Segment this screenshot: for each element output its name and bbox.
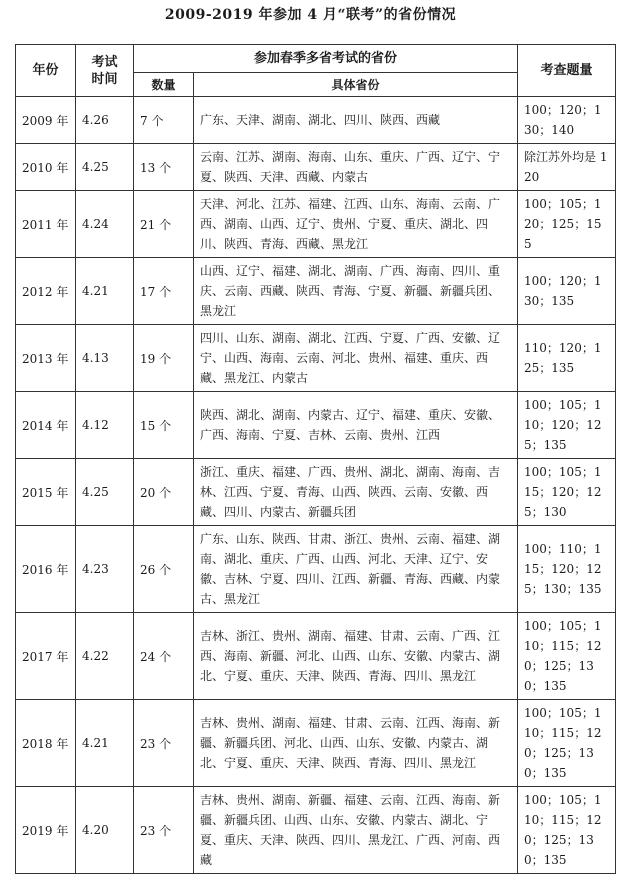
provinces-cell: 陕西、湖北、湖南、内蒙古、辽宁、福建、重庆、安徽、广西、海南、宁夏、吉林、云南、贵州、江西	[194, 392, 518, 459]
provinces-cell: 四川、山东、湖南、湖北、江西、宁夏、广西、安徽、辽宁、山西、海南、云南、河北、贵州、福建、重庆、西藏、黑龙江、内蒙古	[194, 325, 518, 392]
year-cell: 2013 年	[16, 325, 76, 392]
scores-cell: 100；105；110；115；120；125；130；135	[518, 700, 616, 787]
provinces-cell: 吉林、浙江、贵州、湖南、福建、甘肃、云南、广西、江西、海南、新疆、河北、山西、山东、安徽、内蒙古、湖北、宁夏、重庆、天津、陕西、青海、四川、黑龙江	[194, 613, 518, 700]
table-row	[16, 97, 616, 144]
date-cell: 4.21	[76, 258, 134, 325]
page-title: 2009-2019 年参加 4 月“联考”的省份情况	[164, 7, 457, 23]
table-row	[16, 392, 616, 459]
date-cell: 4.24	[76, 191, 134, 258]
scores-cell: 100；105；110；115；120；125；130；135	[518, 613, 616, 700]
provinces-cell: 广东、山东、陕西、甘肃、浙江、贵州、云南、福建、湖南、湖北、重庆、广西、山西、河北、天津、辽宁、安徽、吉林、宁夏、四川、江西、新疆、青海、西藏、内蒙古、黑龙江	[194, 526, 518, 613]
header-date-line1: 考试	[91, 54, 118, 70]
table-row	[16, 459, 616, 526]
date-cell: 4.21	[76, 700, 134, 787]
provinces-cell: 吉林、贵州、湖南、新疆、福建、云南、江西、海南、新疆、新疆兵团、山西、山东、安徽、内蒙古、湖北、宁夏、重庆、天津、陕西、四川、黑龙江、广西、河南、西藏	[194, 787, 518, 874]
scores-cell: 110；120；125；135	[518, 325, 616, 392]
year-cell: 2012 年	[16, 258, 76, 325]
scores-cell: 除江苏外均是 120	[518, 144, 616, 191]
year-cell: 2015 年	[16, 459, 76, 526]
count-cell: 15 个	[134, 392, 194, 459]
header-provinces: 具体省份	[194, 73, 518, 97]
date-cell: 4.22	[76, 613, 134, 700]
scores-cell: 100；120；130；135	[518, 258, 616, 325]
scores-cell: 100；105；120；125；155	[518, 191, 616, 258]
year-cell: 2016 年	[16, 526, 76, 613]
provinces-cell: 浙江、重庆、福建、广西、贵州、湖北、湖南、海南、吉林、江西、宁夏、青海、山西、陕西、云南、安徽、西藏、四川、内蒙古、新疆兵团	[194, 459, 518, 526]
header-scores: 考查题量	[518, 45, 616, 97]
provinces-table	[15, 44, 616, 874]
provinces-cell: 吉林、贵州、湖南、福建、甘肃、云南、江西、海南、新疆、新疆兵团、河北、山西、山东、安徽、内蒙古、湖北、宁夏、重庆、天津、陕西、青海、四川、黑龙江	[194, 700, 518, 787]
year-cell: 2009 年	[16, 97, 76, 144]
year-cell: 2010 年	[16, 144, 76, 191]
date-cell: 4.20	[76, 787, 134, 874]
scores-cell: 100；105；110；120；125；135	[518, 392, 616, 459]
table-row	[16, 191, 616, 258]
count-cell: 23 个	[134, 700, 194, 787]
date-cell: 4.25	[76, 459, 134, 526]
table-row	[16, 700, 616, 787]
date-cell: 4.25	[76, 144, 134, 191]
scores-cell: 100；120；130；140	[518, 97, 616, 144]
count-cell: 17 个	[134, 258, 194, 325]
date-cell: 4.23	[76, 526, 134, 613]
table-row	[16, 526, 616, 613]
table-row	[16, 325, 616, 392]
scores-cell: 100；105；115；120；125；130	[518, 459, 616, 526]
year-cell: 2018 年	[16, 700, 76, 787]
header-date	[76, 45, 134, 97]
date-cell: 4.13	[76, 325, 134, 392]
provinces-cell: 天津、河北、江苏、福建、江西、山东、海南、云南、广西、湖南、山西、辽宁、贵州、宁夏、重庆、湖北、四川、陕西、青海、西藏、黑龙江	[194, 191, 518, 258]
count-cell: 26 个	[134, 526, 194, 613]
count-cell: 23 个	[134, 787, 194, 874]
year-cell: 2017 年	[16, 613, 76, 700]
scores-cell: 100；105；110；115；120；125；130；135	[518, 787, 616, 874]
year-cell: 2011 年	[16, 191, 76, 258]
header-count: 数量	[134, 73, 194, 97]
count-cell: 21 个	[134, 191, 194, 258]
year-cell: 2014 年	[16, 392, 76, 459]
year-cell: 2019 年	[16, 787, 76, 874]
count-cell: 19 个	[134, 325, 194, 392]
table-row	[16, 787, 616, 874]
header-group: 参加春季多省考试的省份	[134, 45, 518, 73]
provinces-cell: 山西、辽宁、福建、湖北、湖南、广西、海南、四川、重庆、云南、西藏、陕西、青海、宁夏、新疆、新疆兵团、黑龙江	[194, 258, 518, 325]
provinces-cell: 云南、江苏、湖南、海南、山东、重庆、广西、辽宁、宁夏、陕西、天津、西藏、内蒙古	[194, 144, 518, 191]
count-cell: 13 个	[134, 144, 194, 191]
header-year: 年份	[16, 45, 76, 97]
count-cell: 20 个	[134, 459, 194, 526]
provinces-cell: 广东、天津、湖南、湖北、四川、陕西、西藏	[194, 97, 518, 144]
count-cell: 7 个	[134, 97, 194, 144]
table-row	[16, 613, 616, 700]
table-row	[16, 258, 616, 325]
count-cell: 24 个	[134, 613, 194, 700]
date-cell: 4.26	[76, 97, 134, 144]
header-date-line2: 时间	[91, 71, 118, 87]
date-cell: 4.12	[76, 392, 134, 459]
scores-cell: 100；110；115；120；125；130；135	[518, 526, 616, 613]
header-row-1	[16, 45, 616, 73]
table-row	[16, 144, 616, 191]
